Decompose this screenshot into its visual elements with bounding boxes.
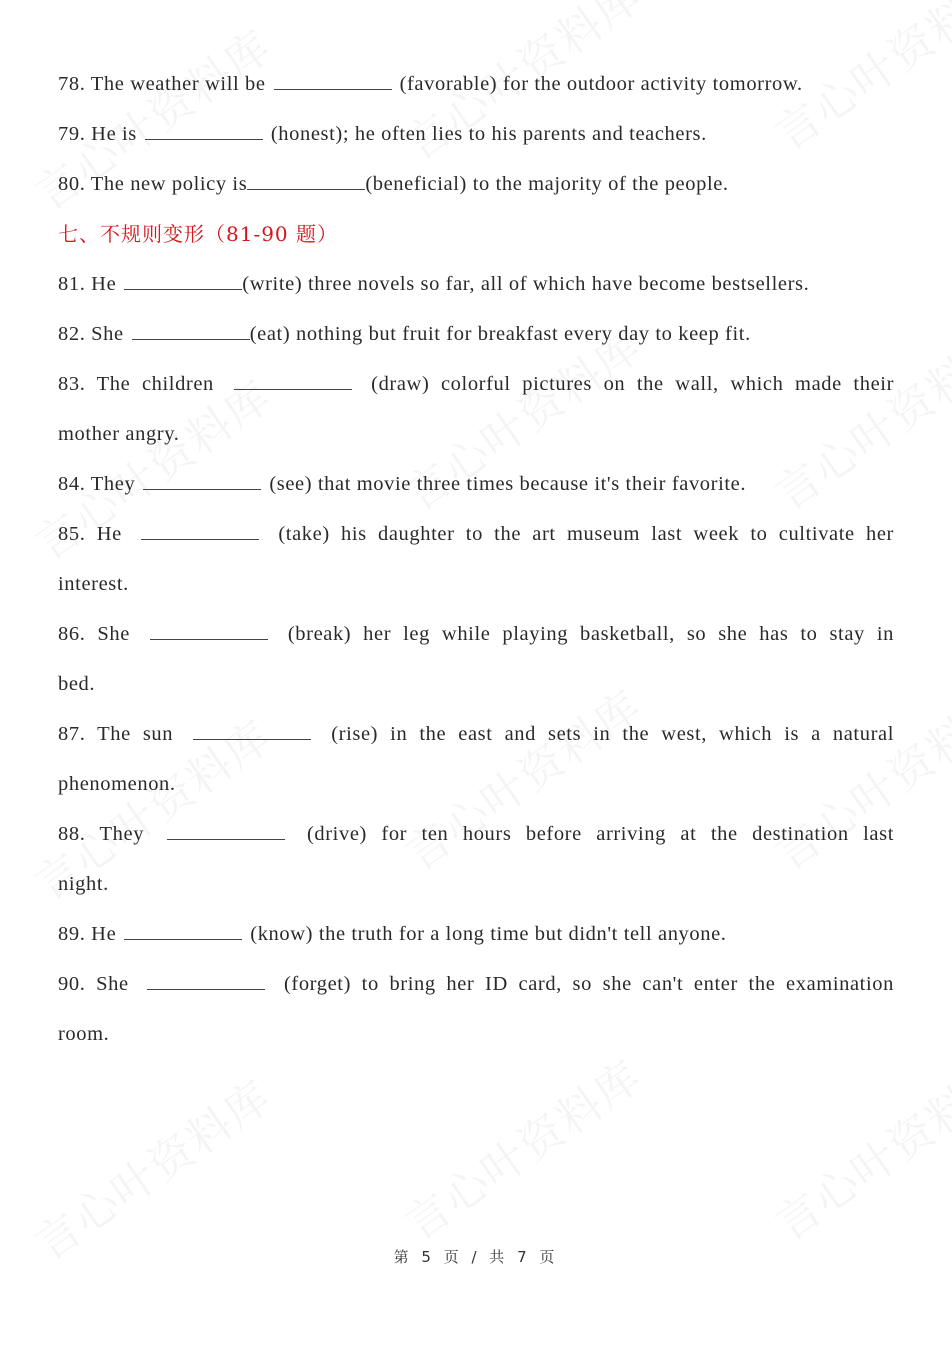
question-hint: (know) the truth for a long time but didn't tell anyone. xyxy=(250,923,727,945)
question-number: 82. xyxy=(58,323,86,345)
question-stem: The weather will be xyxy=(90,73,266,95)
answer-blank[interactable] xyxy=(124,269,242,290)
page-number-footer: 第 5 页 / 共 7 页 xyxy=(393,1248,559,1266)
question-hint: (favorable) for the outdoor activity tomorrow. xyxy=(399,73,803,95)
answer-blank[interactable] xyxy=(234,369,352,390)
question-hint: (break) her leg while playing basketball, so she has to stay in xyxy=(287,623,894,645)
question-86-continuation: bed. xyxy=(58,673,96,695)
answer-blank[interactable] xyxy=(132,319,250,340)
question-90-continuation: room. xyxy=(58,1023,110,1045)
question-82 xyxy=(58,316,894,366)
question-stem: He xyxy=(96,523,122,545)
question-stem: She xyxy=(96,973,129,995)
question-81 xyxy=(58,266,894,316)
question-stem: They xyxy=(99,823,145,845)
answer-blank[interactable] xyxy=(147,969,265,990)
answer-blank[interactable] xyxy=(150,619,268,640)
question-hint: (forget) to bring her ID card, so she can't enter the examination xyxy=(283,973,894,995)
question-number: 90. xyxy=(58,973,86,995)
question-83-continuation: mother angry. xyxy=(58,423,180,445)
question-number: 80. xyxy=(58,173,86,195)
question-hint: (write) three novels so far, all of which have become bestsellers. xyxy=(242,273,810,295)
watermark xyxy=(760,1042,952,1253)
question-hint: (see) that movie three times because it's their favorite. xyxy=(269,473,747,495)
question-90 xyxy=(58,966,894,1016)
question-number: 88. xyxy=(58,823,86,845)
question-stem: The children xyxy=(96,373,214,395)
question-88 xyxy=(58,816,894,866)
question-86 xyxy=(58,616,894,666)
question-hint: (drive) for ten hours before arriving at the destination last xyxy=(306,823,894,845)
question-79 xyxy=(58,116,894,166)
question-stem: She xyxy=(97,623,130,645)
watermark xyxy=(20,1062,283,1273)
question-stem: She xyxy=(91,323,124,345)
question-hint: (draw) colorful pictures on the wall, which made their xyxy=(371,373,894,395)
question-78 xyxy=(58,66,894,116)
question-stem: He xyxy=(91,273,117,295)
answer-blank[interactable] xyxy=(141,519,259,540)
question-88-continuation: night. xyxy=(58,873,109,895)
answer-blank[interactable] xyxy=(193,719,311,740)
answer-blank[interactable] xyxy=(143,469,261,490)
question-list xyxy=(58,66,894,1066)
question-stem: The new policy is xyxy=(90,173,248,195)
question-number: 87. xyxy=(58,723,86,745)
question-85 xyxy=(58,516,894,566)
question-number: 81. xyxy=(58,273,86,295)
question-stem: He xyxy=(91,923,117,945)
question-number: 83. xyxy=(58,373,86,395)
question-number: 79. xyxy=(58,123,86,145)
answer-blank[interactable] xyxy=(167,819,285,840)
question-stem: He is xyxy=(91,123,137,145)
question-80 xyxy=(58,166,894,216)
question-number: 78. xyxy=(58,73,86,95)
watermark xyxy=(390,1042,653,1253)
question-number: 84. xyxy=(58,473,86,495)
question-87-continuation: phenomenon. xyxy=(58,773,176,795)
answer-blank[interactable] xyxy=(274,69,392,90)
question-85-continuation: interest. xyxy=(58,573,129,595)
question-hint: (honest); he often lies to his parents and teachers. xyxy=(270,123,707,145)
question-hint: (rise) in the east and sets in the west, which is a natural xyxy=(331,723,894,745)
question-89 xyxy=(58,916,894,966)
question-hint: (beneficial) to the majority of the people. xyxy=(365,173,729,195)
question-84 xyxy=(58,466,894,516)
question-hint: (eat) nothing but fruit for breakfast every day to keep fit. xyxy=(249,323,751,345)
section-heading: 七、不规则变形（81-90 题） xyxy=(58,222,339,246)
answer-blank[interactable] xyxy=(247,169,365,190)
answer-blank[interactable] xyxy=(145,119,263,140)
question-hint: (take) his daughter to the art museum last week to cultivate her xyxy=(278,523,894,545)
answer-blank[interactable] xyxy=(124,919,242,940)
question-number: 86. xyxy=(58,623,86,645)
question-stem: The sun xyxy=(97,723,174,745)
question-number: 85. xyxy=(58,523,86,545)
question-83 xyxy=(58,366,894,416)
question-number: 89. xyxy=(58,923,86,945)
question-87 xyxy=(58,716,894,766)
question-stem: They xyxy=(90,473,136,495)
